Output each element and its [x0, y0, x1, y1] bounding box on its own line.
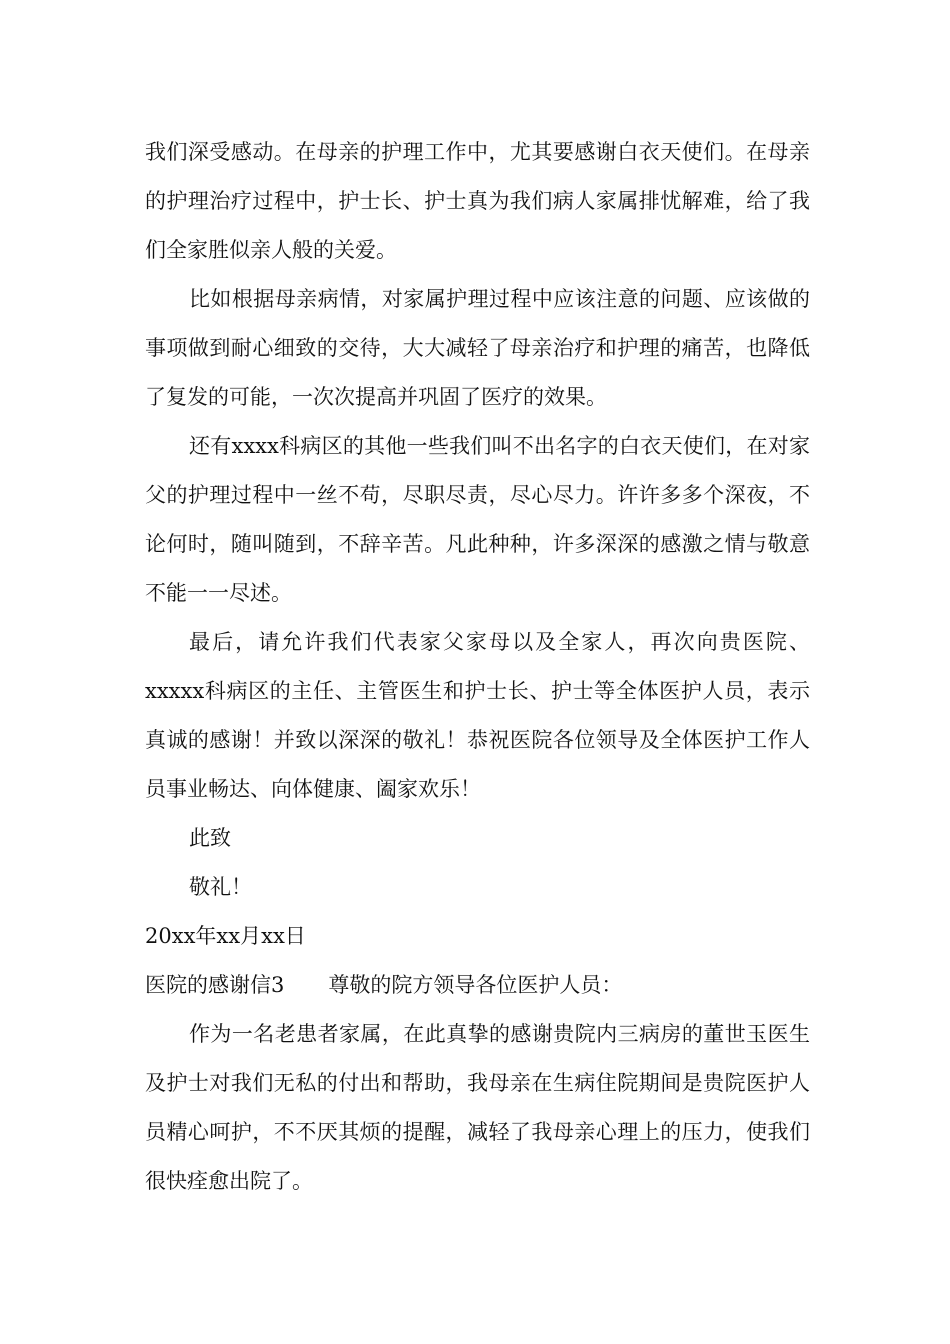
closing-phrase: 此致	[189, 826, 231, 850]
letter-salutation: 尊敬的院方领导各位医护人员：	[328, 973, 623, 997]
salute-phrase: 敬礼！	[189, 875, 252, 899]
paragraph-new-letter: 作为一名老患者家属，在此真挚的感谢贵院内三病房的董世玉医生及护士对我们无私的付出和帮助，我母亲在生病住院期间是贵院医护人员精心呵护，不不厌其烦的提醒，减轻了我母亲心理上的压力，使我们很快痊愈出院了。	[145, 1022, 810, 1193]
paragraph-final-thanks: 最后，请允许我们代表家父家母以及全家人，再次向贵医院、xxxxx科病区的主任、主管医生和护士长、护士等全体医护人员，表示真诚的感谢！并致以深深的敬礼！恭祝医院各位领导及全体医护工作人员事业畅达、向体健康、阖家欢乐！	[145, 630, 810, 801]
document-body	[145, 128, 810, 1206]
next-letter-heading	[145, 961, 810, 1010]
section-title: 医院的感谢信3	[145, 973, 285, 997]
paragraph-other-nurses: 还有xxxx科病区的其他一些我们叫不出名字的白衣天使们，在对家父的护理过程中一丝不苟，尽职尽责，尽心尽力。许许多多个深夜，不论何时，随叫随到，不辞辛苦。凡此种种，许多深深的感激之情与敬意不能一一尽述。	[145, 434, 810, 605]
letter-date: 20xx年xx月xx日	[145, 924, 306, 948]
paragraph-nursing-details: 比如根据母亲病情，对家属护理过程中应该注意的问题、应该做的事项做到耐心细致的交待，大大减轻了母亲治疗和护理的痛苦，也降低了复发的可能，一次次提高并巩固了医疗的效果。	[145, 287, 810, 409]
paragraph-continuation: 我们深受感动。在母亲的护理工作中，尤其要感谢白衣天使们。在母亲的护理治疗过程中，护士长、护士真为我们病人家属排忧解难，给了我们全家胜似亲人般的关爱。	[145, 140, 810, 262]
